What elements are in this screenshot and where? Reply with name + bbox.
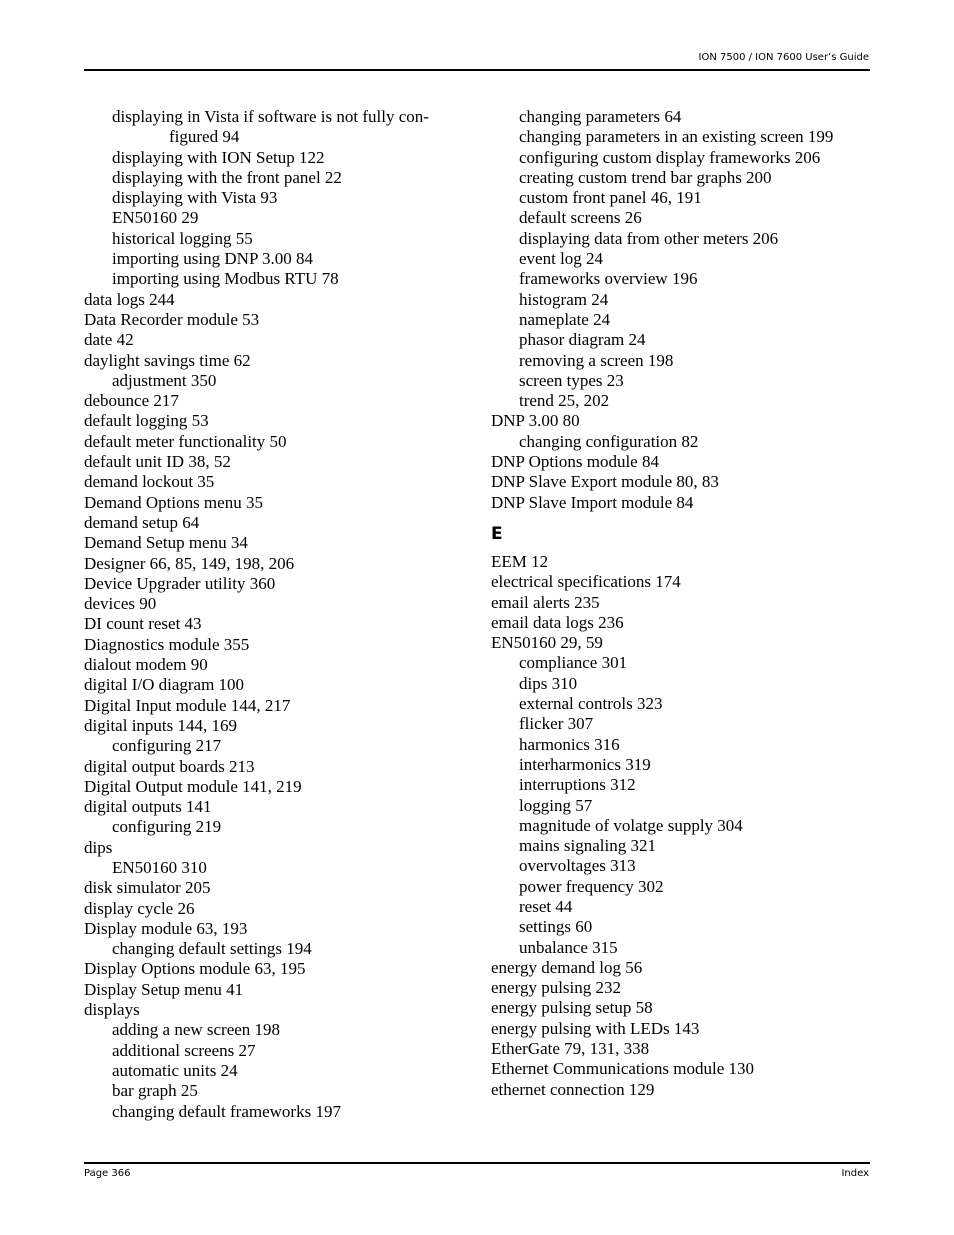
index-entry: energy pulsing setup 58: [491, 998, 653, 1018]
index-subentry: magnitude of volatge supply 304: [519, 815, 743, 835]
index-entry: daylight savings time 62: [84, 350, 251, 370]
index-entry: digital inputs 144, 169: [84, 715, 237, 735]
index-subentry: dips 310: [519, 673, 578, 693]
index-entry: energy pulsing 232: [491, 978, 622, 998]
index-entry: Display module 63, 193: [84, 918, 248, 938]
index-entry: Designer 66, 85, 149, 198, 206: [84, 553, 295, 573]
index-entry: energy demand log 56: [491, 957, 643, 977]
index-subentry: overvoltages 313: [519, 856, 636, 876]
index-entry: Display Options module 63, 195: [84, 959, 306, 979]
index-subentry: unbalance 315: [519, 937, 618, 957]
index-group-e: [491, 552, 891, 1100]
index-entry: energy pulsing with LEDs 143: [491, 1018, 700, 1038]
index-entry: Display Setup menu 41: [84, 979, 244, 999]
running-header: ION 7500 / ION 7600 User’s Guide: [698, 52, 869, 63]
index-subentry: displaying in Vista if software is not fully con-: [112, 107, 429, 126]
index-subentry: trend 25, 202: [519, 391, 610, 411]
index-group-d: [491, 107, 891, 513]
index-subentry: changing parameters in an existing screen 199: [519, 127, 834, 147]
index-subentry: automatic units 24: [112, 1060, 238, 1080]
index-entry: default meter functionality 50: [84, 431, 287, 451]
index-subentry: additional screens 27: [112, 1040, 256, 1060]
index-subentry: settings 60: [519, 917, 593, 937]
index-subentry: configuring 219: [112, 817, 222, 837]
section-letter: E: [491, 523, 503, 544]
index-entry: EN50160 29, 59: [491, 633, 603, 653]
index-subentry: event log 24: [519, 249, 604, 269]
index-subentry: logging 57: [519, 795, 593, 815]
index-entry: disk simulator 205: [84, 878, 211, 898]
index-subentry: creating custom trend bar graphs 200: [519, 167, 772, 187]
index-subentry: removing a screen 198: [519, 350, 674, 370]
index-subentry: histogram 24: [519, 289, 609, 309]
index-entry: Diagnostics module 355: [84, 634, 250, 654]
index-subentry: changing default settings 194: [112, 939, 312, 959]
index-entry: Digital Output module 141, 219: [84, 776, 302, 796]
index-subentry: displaying with ION Setup 122: [112, 147, 325, 167]
index-entry: email alerts 235: [491, 592, 600, 612]
index-entry: EtherGate 79, 131, 338: [491, 1039, 650, 1059]
index-entry: date 42: [84, 330, 134, 350]
header-rule: [84, 69, 870, 71]
index-subentry: changing default frameworks 197: [112, 1101, 341, 1121]
index-subentry: external controls 323: [519, 694, 663, 714]
index-entry: demand lockout 35: [84, 472, 215, 492]
index-subentry: bar graph 25: [112, 1081, 198, 1101]
index-entry: dialout modem 90: [84, 655, 208, 675]
page-number: Page 366: [84, 1168, 131, 1179]
index-entry: Demand Setup menu 34: [84, 533, 248, 553]
index-entry: default logging 53: [84, 411, 209, 431]
index-entry: electrical specifications 174: [491, 572, 681, 592]
index-entry: email data logs 236: [491, 612, 624, 632]
index-entry: DI count reset 43: [84, 614, 202, 634]
index-entry: dips: [84, 837, 113, 857]
index-subentry: compliance 301: [519, 653, 628, 673]
index-subentry: default screens 26: [519, 208, 642, 228]
index-entry: digital output boards 213: [84, 756, 255, 776]
index-entry: Ethernet Communications module 130: [491, 1059, 754, 1079]
index-subentry: screen types 23: [519, 370, 624, 390]
index-entry: data logs 244: [84, 289, 175, 309]
index-subentry: displaying with Vista 93: [112, 188, 278, 208]
index-entry: Device Upgrader utility 360: [84, 573, 276, 593]
index-entry: Data Recorder module 53: [84, 309, 260, 329]
index-subentry: adding a new screen 198: [112, 1020, 281, 1040]
index-entry: Demand Options menu 35: [84, 492, 263, 512]
index-subentry: interharmonics 319: [519, 754, 651, 774]
index-entry: devices 90: [84, 594, 157, 614]
index-entry: Digital Input module 144, 217: [84, 695, 291, 715]
index-entry: default unit ID 38, 52: [84, 452, 231, 472]
index-subentry: frameworks overview 196: [519, 269, 698, 289]
index-entry: digital outputs 141: [84, 797, 212, 817]
index-subentry: harmonics 316: [519, 734, 620, 754]
index-entry: DNP 3.00 80: [491, 411, 580, 431]
index-entry: EEM 12: [491, 551, 549, 571]
index-subentry: EN50160 29: [112, 208, 199, 228]
index-subentry: custom front panel 46, 191: [519, 188, 702, 208]
index-subentry: power frequency 302: [519, 876, 664, 896]
index-subentry: changing parameters 64: [519, 107, 682, 126]
index-subentry: configuring custom display frameworks 206: [519, 147, 821, 167]
index-subentry: phasor diagram 24: [519, 330, 646, 350]
index-subentry: changing configuration 82: [519, 431, 699, 451]
index-subentry: reset 44: [519, 896, 573, 916]
index-entry: DNP Slave Import module 84: [491, 492, 694, 512]
index-entry: display cycle 26: [84, 898, 195, 918]
index-entry: demand setup 64: [84, 512, 200, 532]
index-entry: ethernet connection 129: [491, 1079, 655, 1099]
index-subentry: mains signaling 321: [519, 836, 656, 856]
section-name: Index: [841, 1168, 869, 1179]
index-entry-continuation: figured 94: [169, 127, 240, 147]
index-subentry: adjustment 350: [112, 370, 217, 390]
index-entry: displays: [84, 1000, 140, 1020]
footer-rule: [84, 1162, 870, 1164]
index-subentry: configuring 217: [112, 736, 222, 756]
index-subentry: displaying data from other meters 206: [519, 228, 779, 248]
index-subentry: importing using Modbus RTU 78: [112, 269, 339, 289]
index-subentry: EN50160 310: [112, 857, 207, 877]
index-entry: DNP Slave Export module 80, 83: [491, 472, 719, 492]
index-entry: DNP Options module 84: [491, 452, 659, 472]
index-entry: digital I/O diagram 100: [84, 675, 245, 695]
index-subentry: nameplate 24: [519, 309, 611, 329]
index-column-left: [84, 107, 484, 1122]
index-subentry: flicker 307: [519, 714, 594, 734]
index-subentry: interruptions 312: [519, 775, 636, 795]
index-subentry: displaying with the front panel 22: [112, 167, 342, 187]
index-entry: debounce 217: [84, 391, 179, 411]
index-subentry: historical logging 55: [112, 228, 253, 248]
index-subentry: importing using DNP 3.00 84: [112, 249, 314, 269]
index-column-right: [491, 107, 891, 1100]
